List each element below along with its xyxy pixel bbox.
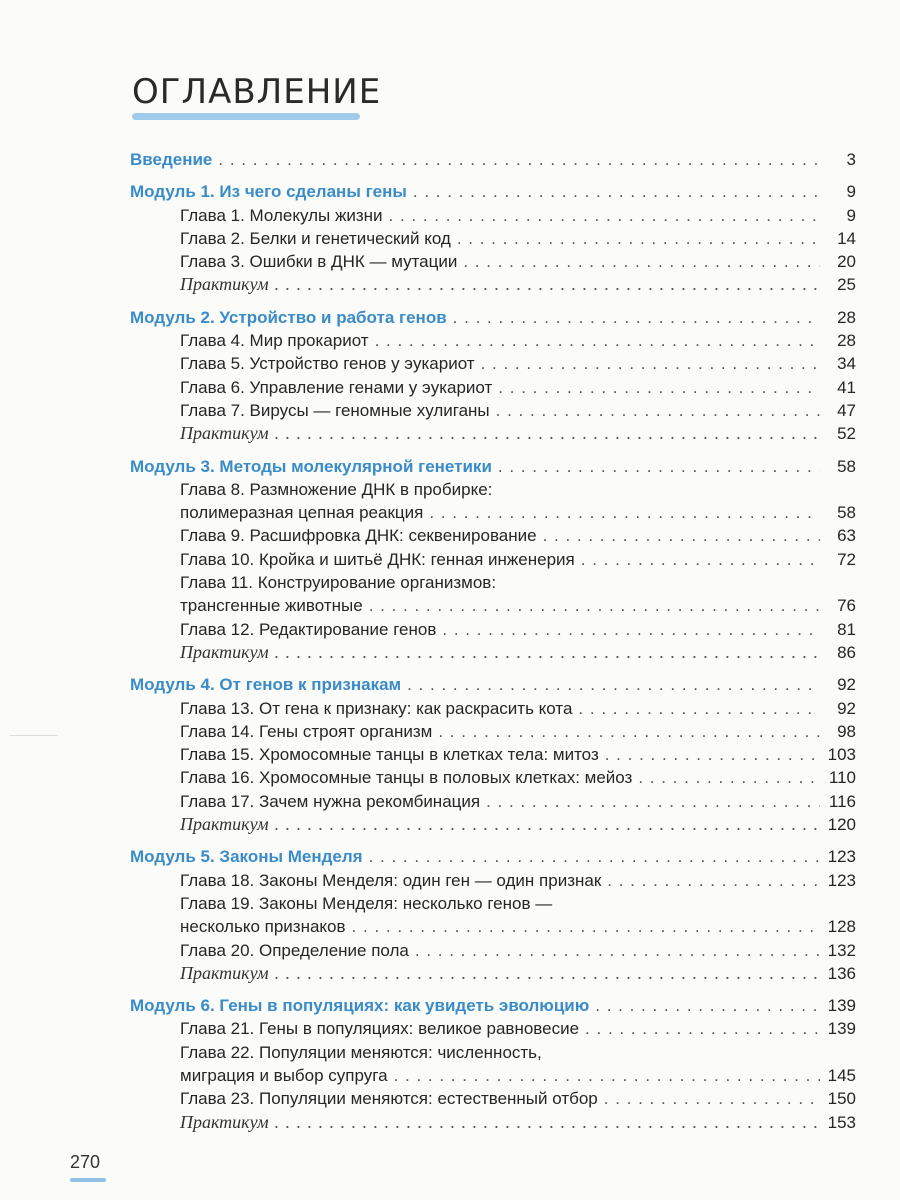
dot-leader [453, 306, 820, 329]
toc-entry-label: Модуль 6. Гены в популяциях: как увидеть эволюцию [130, 996, 590, 1016]
toc-chapter-entry[interactable] [130, 697, 856, 720]
toc-entry-label: миграция и выбор супруга [180, 1065, 388, 1085]
toc-entry-page: 98 [837, 721, 856, 741]
toc-entry-label: несколько признаков [180, 917, 346, 937]
toc-chapter-entry[interactable] [130, 501, 856, 524]
dot-leader [438, 720, 820, 743]
title-underline [132, 113, 360, 120]
dot-leader [375, 329, 820, 352]
toc-entry-page: 153 [827, 1112, 856, 1132]
toc-entry-page: 20 [837, 252, 856, 272]
toc-entry-label: Практикум [180, 423, 269, 444]
dot-leader [604, 1087, 820, 1110]
dot-leader [415, 939, 820, 962]
toc-entry-label: Практикум [180, 641, 269, 662]
toc-entry-page: 145 [827, 1065, 856, 1085]
toc-chapter-entry[interactable] [130, 524, 856, 547]
dot-leader [275, 641, 820, 664]
toc-entry-page: 14 [837, 228, 856, 248]
dot-leader [218, 148, 820, 171]
dot-leader [407, 673, 820, 696]
toc-practicum-entry[interactable] [130, 962, 856, 985]
toc-chapter-entry[interactable] [130, 250, 856, 273]
toc-entry-label: Глава 7. Вирусы — геномные хулиганы [180, 400, 490, 420]
toc-entry-label: Глава 20. Определение пола [180, 940, 409, 960]
toc-entry-label: Модуль 1. Из чего сделаны гены [130, 182, 407, 202]
dot-leader [413, 180, 820, 203]
toc-chapter-entry[interactable] [130, 720, 856, 743]
dot-leader [486, 790, 820, 813]
toc-practicum-entry[interactable] [130, 273, 856, 296]
dot-leader [369, 845, 820, 868]
toc-entry-page: 81 [837, 619, 856, 639]
toc-entry-page: 9 [846, 205, 856, 225]
toc-entry-page: 116 [828, 791, 856, 811]
toc-chapter-entry[interactable] [130, 376, 856, 399]
toc-entry-page: 76 [837, 596, 856, 616]
dot-leader [275, 273, 820, 296]
page-number: 270 [70, 1152, 101, 1172]
toc-entry-page: 139 [827, 1019, 856, 1039]
toc-entry-label: Глава 11. Конструирование организмов: [180, 573, 497, 593]
dot-leader [429, 501, 820, 524]
toc-entry-page: 58 [837, 503, 856, 523]
toc-practicum-entry[interactable] [130, 813, 856, 836]
page-number-underline [70, 1178, 106, 1182]
dot-leader [352, 915, 820, 938]
toc-entry-page: 92 [837, 698, 856, 718]
toc-chapter-entry[interactable] [130, 594, 856, 617]
dot-leader [585, 1017, 820, 1040]
toc-entry-page: 123 [827, 847, 856, 867]
dot-leader [607, 869, 820, 892]
toc-module-entry[interactable] [130, 306, 856, 329]
toc-entry-page: 110 [828, 768, 856, 788]
toc-chapter-entry[interactable] [130, 743, 856, 766]
toc-entry-label: Модуль 4. От генов к признакам [130, 675, 402, 695]
toc-entry-page: 25 [837, 275, 856, 295]
toc-entry-label: Глава 13. От гена к признаку: как раскрасить кота [180, 698, 573, 718]
toc-entry-label: Глава 18. Законы Менделя: один ген — один признак [180, 870, 602, 890]
toc-entry-label: Глава 22. Популяции меняются: численность, [180, 1042, 542, 1062]
toc-entry-page: 41 [837, 377, 856, 397]
toc-module-entry[interactable] [130, 148, 856, 171]
dot-leader [394, 1064, 820, 1087]
toc-chapter-entry[interactable] [130, 1087, 856, 1110]
toc-entry-label: Модуль 2. Устройство и работа генов [130, 307, 447, 327]
dot-leader [369, 594, 820, 617]
toc-entry-page: 63 [837, 526, 856, 546]
toc-module-entry[interactable] [130, 845, 856, 868]
toc-entry-label: Глава 10. Кройка и шитьё ДНК: генная инженерия [180, 549, 575, 569]
toc-entry-label: Глава 14. Гены строят организм [180, 721, 433, 741]
toc-entry-label: Глава 5. Устройство генов у эукариот [180, 354, 475, 374]
toc-entry-label: Модуль 5. Законы Менделя [130, 847, 363, 867]
toc-entry-page: 86 [837, 642, 856, 662]
toc-chapter-entry[interactable] [130, 548, 856, 571]
dot-leader [275, 962, 820, 985]
toc-chapter-entry[interactable] [130, 1017, 856, 1040]
toc-entry-page: 72 [837, 549, 856, 569]
toc-entry-label: Глава 3. Ошибки в ДНК — мутации [180, 252, 458, 272]
toc-chapter-entry[interactable] [130, 939, 856, 962]
toc-entry-label: Глава 2. Белки и генетический код [180, 228, 451, 248]
dot-leader [498, 455, 820, 478]
toc-chapter-entry[interactable] [130, 478, 856, 501]
toc-entry-label: Практикум [180, 962, 269, 983]
toc-entry-page: 52 [837, 424, 856, 444]
toc-module-entry[interactable] [130, 673, 856, 696]
toc-chapter-entry[interactable] [130, 892, 856, 915]
toc-entry-page: 123 [827, 870, 856, 890]
toc-entry-page: 92 [837, 675, 856, 695]
toc-practicum-entry[interactable] [130, 422, 856, 445]
toc-chapter-entry[interactable] [130, 329, 856, 352]
dot-leader [389, 204, 820, 227]
toc-entry-label: Глава 9. Расшифровка ДНК: секвенирование [180, 526, 537, 546]
toc-entry-label: Глава 4. Мир прокариот [180, 331, 369, 351]
dot-leader [275, 813, 820, 836]
toc-module-entry[interactable] [130, 180, 856, 203]
dot-leader [481, 352, 820, 375]
toc-entry-label: Глава 23. Популяции меняются: естественный отбор [180, 1089, 598, 1109]
toc-chapter-entry[interactable] [130, 204, 856, 227]
toc-entry-page: 47 [837, 400, 856, 420]
dot-leader [595, 994, 820, 1017]
toc-entry-page: 28 [837, 331, 856, 351]
dot-leader [498, 376, 820, 399]
toc-entry-page: 136 [827, 963, 856, 983]
dot-leader [496, 399, 820, 422]
toc-entry-label: Практикум [180, 1111, 269, 1132]
toc-entry-label: Практикум [180, 274, 269, 295]
toc-chapter-entry[interactable] [130, 1041, 856, 1064]
toc-entry-label: Глава 16. Хромосомные танцы в половых клетках: мейоз [180, 768, 633, 788]
toc-practicum-entry[interactable] [130, 641, 856, 664]
dot-leader [457, 227, 820, 250]
toc-module-entry[interactable] [130, 994, 856, 1017]
dot-leader [638, 766, 820, 789]
dot-leader [543, 524, 820, 547]
dot-leader [581, 548, 820, 571]
toc-entry-label: Глава 17. Зачем нужна рекомбинация [180, 791, 481, 811]
toc-entry-label: Глава 21. Гены в популяциях: великое равновесие [180, 1019, 580, 1039]
toc-practicum-entry[interactable] [130, 1111, 856, 1134]
toc-entry-page: 120 [827, 815, 856, 835]
toc-chapter-entry[interactable] [130, 227, 856, 250]
edge-mark [10, 735, 58, 736]
toc-chapter-entry[interactable] [130, 352, 856, 375]
toc-chapter-entry[interactable] [130, 790, 856, 813]
toc-chapter-entry[interactable] [130, 915, 856, 938]
toc-entry-label: трансгенные животные [180, 596, 363, 616]
toc-chapter-entry[interactable] [130, 869, 856, 892]
toc-entry-page: 128 [827, 917, 856, 937]
toc-entry-page: 150 [827, 1089, 856, 1109]
toc-chapter-entry[interactable] [130, 399, 856, 422]
toc-entry-label: Глава 8. Размножение ДНК в пробирке: [180, 479, 493, 499]
table-of-contents [130, 148, 856, 1134]
toc-entry-page: 58 [837, 456, 856, 476]
toc-entry-page: 103 [827, 745, 856, 765]
toc-entry-label: Модуль 3. Методы молекулярной генетики [130, 456, 492, 476]
toc-entry-page: 139 [827, 996, 856, 1016]
toc-chapter-entry[interactable] [130, 1064, 856, 1087]
toc-entry-label: Глава 1. Молекулы жизни [180, 205, 383, 225]
toc-chapter-entry[interactable] [130, 571, 856, 594]
toc-entry-label: Практикум [180, 814, 269, 835]
dot-leader [578, 697, 820, 720]
toc-module-entry[interactable] [130, 455, 856, 478]
toc-entry-page: 3 [846, 150, 856, 169]
toc-entry-label: Глава 19. Законы Менделя: несколько генов — [180, 893, 553, 913]
dot-leader [275, 422, 820, 445]
toc-entry-page: 9 [846, 182, 856, 202]
toc-entry-label: Введение [130, 150, 213, 169]
dot-leader [275, 1111, 820, 1134]
toc-entry-page: 132 [827, 940, 856, 960]
page-title: ОГЛАВЛЕНИЕ [132, 72, 382, 112]
toc-chapter-entry[interactable] [130, 766, 856, 789]
dot-leader [463, 250, 820, 273]
toc-entry-page: 34 [837, 354, 856, 374]
toc-entry-page: 28 [837, 307, 856, 327]
dot-leader [442, 618, 820, 641]
toc-entry-label: Глава 6. Управление генами у эукариот [180, 377, 493, 397]
toc-entry-label: Глава 12. Редактирование генов [180, 619, 437, 639]
dot-leader [605, 743, 820, 766]
toc-entry-label: Глава 15. Хромосомные танцы в клетках тела: митоз [180, 745, 599, 765]
toc-chapter-entry[interactable] [130, 618, 856, 641]
toc-entry-label: полимеразная цепная реакция [180, 503, 424, 523]
